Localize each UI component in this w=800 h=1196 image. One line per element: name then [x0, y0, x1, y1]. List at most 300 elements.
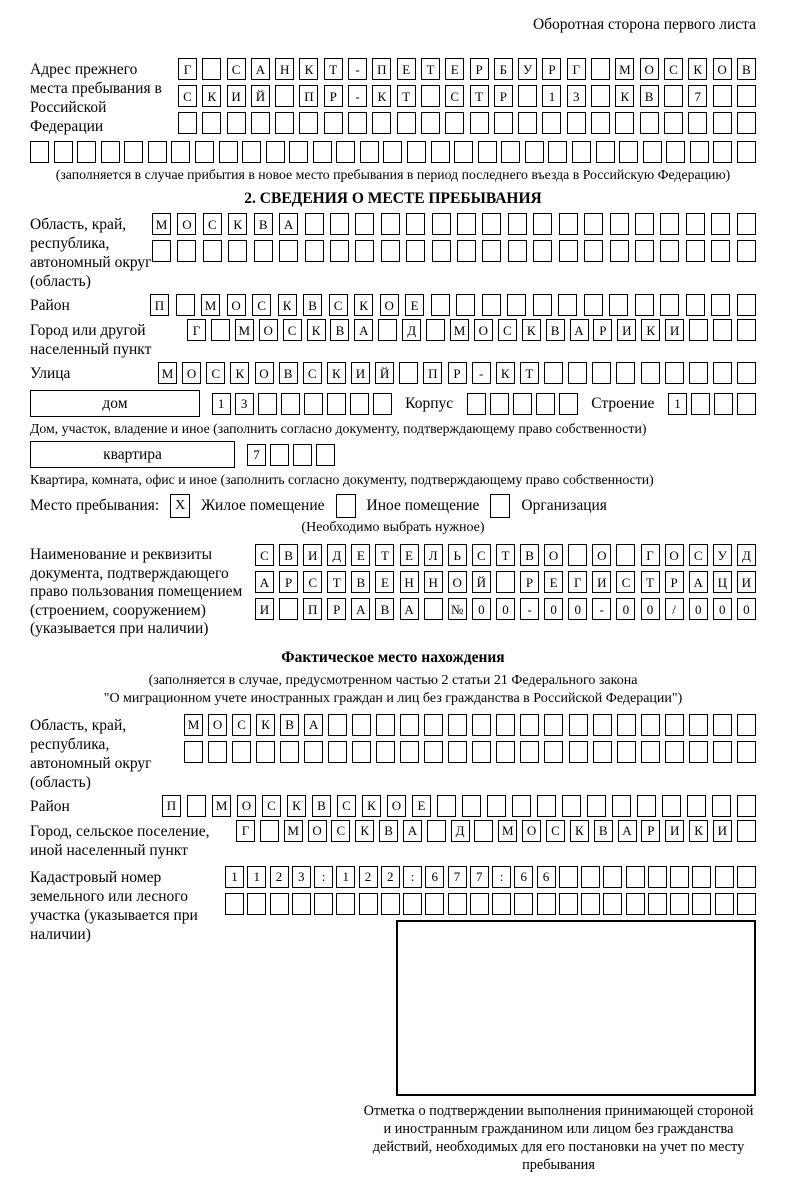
char-box[interactable]: [559, 866, 578, 888]
char-box[interactable]: [281, 393, 300, 415]
char-box[interactable]: Е: [397, 58, 416, 80]
char-box[interactable]: [737, 820, 756, 842]
char-box[interactable]: [425, 893, 444, 915]
char-box[interactable]: У: [713, 544, 732, 566]
char-box[interactable]: [482, 240, 501, 262]
char-box[interactable]: [559, 213, 578, 235]
char-box[interactable]: [227, 112, 246, 134]
char-box[interactable]: [737, 213, 756, 235]
char-box[interactable]: 7: [247, 444, 266, 466]
char-box[interactable]: И: [303, 544, 322, 566]
char-box[interactable]: Н: [400, 571, 419, 593]
char-box[interactable]: Р: [324, 85, 343, 107]
char-box[interactable]: Р: [470, 58, 489, 80]
char-box[interactable]: [616, 362, 635, 384]
char-box[interactable]: [737, 112, 756, 134]
char-box[interactable]: А: [618, 820, 637, 842]
char-box[interactable]: [254, 240, 273, 262]
char-box[interactable]: [537, 795, 556, 817]
char-box[interactable]: [432, 240, 451, 262]
char-box[interactable]: Й: [375, 362, 394, 384]
char-box[interactable]: И: [713, 820, 732, 842]
char-box[interactable]: В: [546, 319, 565, 341]
char-box[interactable]: К: [278, 294, 297, 316]
char-box[interactable]: Е: [445, 58, 464, 80]
char-box[interactable]: [426, 319, 445, 341]
char-box[interactable]: В: [279, 362, 298, 384]
char-box[interactable]: 1: [542, 85, 561, 107]
char-box[interactable]: [293, 444, 312, 466]
char-box[interactable]: [635, 294, 654, 316]
char-box[interactable]: П: [303, 598, 322, 620]
char-box[interactable]: К: [202, 85, 221, 107]
char-box[interactable]: [713, 741, 732, 763]
char-box[interactable]: [421, 85, 440, 107]
char-box[interactable]: [670, 893, 689, 915]
char-box[interactable]: [559, 393, 578, 415]
char-box[interactable]: Н: [424, 571, 443, 593]
char-box[interactable]: [518, 85, 537, 107]
char-box[interactable]: 6: [537, 866, 556, 888]
char-box[interactable]: [424, 741, 443, 763]
char-box[interactable]: [152, 240, 171, 262]
char-box[interactable]: [691, 393, 710, 415]
char-box[interactable]: Р: [448, 362, 467, 384]
char-box[interactable]: [424, 714, 443, 736]
char-box[interactable]: Г: [187, 319, 206, 341]
char-box[interactable]: [445, 112, 464, 134]
char-box[interactable]: О: [544, 544, 563, 566]
char-box[interactable]: [640, 112, 659, 134]
char-box[interactable]: Е: [400, 544, 419, 566]
char-box[interactable]: [305, 213, 324, 235]
char-box[interactable]: [688, 112, 707, 134]
char-box[interactable]: 1: [225, 866, 244, 888]
char-box[interactable]: М: [615, 58, 634, 80]
char-box[interactable]: В: [737, 58, 756, 80]
char-box[interactable]: [299, 112, 318, 134]
char-box[interactable]: [378, 319, 397, 341]
char-box[interactable]: [641, 714, 660, 736]
char-box[interactable]: К: [307, 319, 326, 341]
char-box[interactable]: [713, 112, 732, 134]
stay-type-checkbox-other[interactable]: [336, 494, 356, 518]
char-box[interactable]: С: [664, 58, 683, 80]
char-box[interactable]: [713, 85, 732, 107]
char-box[interactable]: [592, 362, 611, 384]
char-box[interactable]: [211, 319, 230, 341]
char-box[interactable]: [648, 866, 667, 888]
char-box[interactable]: [544, 362, 563, 384]
char-box[interactable]: 7: [448, 866, 467, 888]
char-box[interactable]: [203, 240, 222, 262]
char-box[interactable]: [660, 240, 679, 262]
char-box[interactable]: К: [522, 319, 541, 341]
char-box[interactable]: А: [255, 571, 274, 593]
char-box[interactable]: [737, 893, 756, 915]
char-box[interactable]: В: [303, 294, 322, 316]
char-box[interactable]: С: [498, 319, 517, 341]
char-box[interactable]: Р: [641, 820, 660, 842]
char-box[interactable]: [487, 795, 506, 817]
char-box[interactable]: [686, 240, 705, 262]
char-box[interactable]: [533, 213, 552, 235]
char-box[interactable]: [304, 741, 323, 763]
char-box[interactable]: И: [737, 571, 756, 593]
char-box[interactable]: [348, 112, 367, 134]
char-box[interactable]: [635, 240, 654, 262]
char-box[interactable]: О: [380, 294, 399, 316]
char-box[interactable]: [666, 141, 685, 163]
char-box[interactable]: И: [665, 820, 684, 842]
char-box[interactable]: [617, 714, 636, 736]
char-box[interactable]: [648, 893, 667, 915]
char-box[interactable]: [501, 141, 520, 163]
char-box[interactable]: [381, 240, 400, 262]
char-box[interactable]: Е: [351, 544, 370, 566]
char-box[interactable]: К: [299, 58, 318, 80]
char-box[interactable]: [242, 141, 261, 163]
char-box[interactable]: [360, 141, 379, 163]
char-box[interactable]: [558, 294, 577, 316]
char-box[interactable]: О: [665, 544, 684, 566]
char-box[interactable]: Р: [327, 598, 346, 620]
char-box[interactable]: К: [641, 319, 660, 341]
char-box[interactable]: [470, 112, 489, 134]
char-box[interactable]: К: [355, 820, 374, 842]
char-box[interactable]: [665, 362, 684, 384]
char-box[interactable]: В: [330, 319, 349, 341]
char-box[interactable]: -: [348, 58, 367, 80]
char-box[interactable]: [247, 893, 266, 915]
char-box[interactable]: Д: [451, 820, 470, 842]
char-box[interactable]: Р: [520, 571, 539, 593]
char-box[interactable]: М: [450, 319, 469, 341]
char-box[interactable]: О: [713, 58, 732, 80]
char-box[interactable]: О: [387, 795, 406, 817]
stay-type-checkbox-residential[interactable]: X: [170, 494, 190, 518]
char-box[interactable]: [714, 393, 733, 415]
char-box[interactable]: [737, 795, 756, 817]
char-box[interactable]: [737, 294, 756, 316]
char-box[interactable]: [518, 112, 537, 134]
char-box[interactable]: [148, 141, 167, 163]
char-box[interactable]: С: [472, 544, 491, 566]
char-box[interactable]: В: [280, 714, 299, 736]
char-box[interactable]: О: [474, 319, 493, 341]
char-box[interactable]: 3: [235, 393, 254, 415]
char-box[interactable]: [437, 795, 456, 817]
char-box[interactable]: Т: [641, 571, 660, 593]
char-box[interactable]: [537, 893, 556, 915]
char-box[interactable]: [305, 240, 324, 262]
char-box[interactable]: [330, 240, 349, 262]
char-box[interactable]: [431, 141, 450, 163]
char-box[interactable]: [457, 240, 476, 262]
char-box[interactable]: Б: [494, 58, 513, 80]
char-box[interactable]: [711, 213, 730, 235]
char-box[interactable]: [567, 112, 586, 134]
char-box[interactable]: [626, 893, 645, 915]
char-box[interactable]: [352, 741, 371, 763]
char-box[interactable]: К: [496, 362, 515, 384]
char-box[interactable]: 0: [496, 598, 515, 620]
char-box[interactable]: [713, 714, 732, 736]
char-box[interactable]: М: [152, 213, 171, 235]
char-box[interactable]: [616, 544, 635, 566]
char-box[interactable]: [400, 714, 419, 736]
char-box[interactable]: [544, 741, 563, 763]
char-box[interactable]: [737, 866, 756, 888]
char-box[interactable]: Р: [593, 319, 612, 341]
char-box[interactable]: О: [182, 362, 201, 384]
char-box[interactable]: [462, 795, 481, 817]
char-box[interactable]: О: [255, 362, 274, 384]
char-box[interactable]: [617, 741, 636, 763]
char-box[interactable]: [314, 893, 333, 915]
char-box[interactable]: С: [546, 820, 565, 842]
char-box[interactable]: Д: [327, 544, 346, 566]
char-box[interactable]: [660, 294, 679, 316]
char-box[interactable]: П: [423, 362, 442, 384]
char-box[interactable]: К: [256, 714, 275, 736]
char-box[interactable]: [456, 294, 475, 316]
char-box[interactable]: [472, 741, 491, 763]
char-box[interactable]: [712, 795, 731, 817]
char-box[interactable]: [400, 741, 419, 763]
char-box[interactable]: В: [594, 820, 613, 842]
char-box[interactable]: [568, 362, 587, 384]
char-box[interactable]: [424, 598, 443, 620]
char-box[interactable]: С: [262, 795, 281, 817]
char-box[interactable]: [292, 893, 311, 915]
char-box[interactable]: [711, 294, 730, 316]
char-box[interactable]: О: [237, 795, 256, 817]
char-box[interactable]: 0: [713, 598, 732, 620]
char-box[interactable]: [692, 893, 711, 915]
char-box[interactable]: [77, 141, 96, 163]
char-box[interactable]: [54, 141, 73, 163]
char-box[interactable]: Т: [470, 85, 489, 107]
char-box[interactable]: [376, 741, 395, 763]
char-box[interactable]: [584, 294, 603, 316]
char-box[interactable]: А: [279, 213, 298, 235]
char-box[interactable]: [626, 866, 645, 888]
char-box[interactable]: Т: [327, 571, 346, 593]
char-box[interactable]: [328, 714, 347, 736]
char-box[interactable]: И: [617, 319, 636, 341]
char-box[interactable]: [665, 714, 684, 736]
char-box[interactable]: [615, 112, 634, 134]
char-box[interactable]: 7: [470, 866, 489, 888]
char-box[interactable]: [454, 141, 473, 163]
char-box[interactable]: В: [379, 820, 398, 842]
char-box[interactable]: №: [448, 598, 467, 620]
char-box[interactable]: [610, 240, 629, 262]
char-box[interactable]: И: [665, 319, 684, 341]
char-box[interactable]: С: [337, 795, 356, 817]
char-box[interactable]: [448, 741, 467, 763]
char-box[interactable]: [569, 714, 588, 736]
char-box[interactable]: А: [354, 319, 373, 341]
char-box[interactable]: 0: [472, 598, 491, 620]
char-box[interactable]: [472, 714, 491, 736]
char-box[interactable]: [520, 714, 539, 736]
char-box[interactable]: И: [351, 362, 370, 384]
char-box[interactable]: О: [208, 714, 227, 736]
char-box[interactable]: 2: [270, 866, 289, 888]
char-box[interactable]: К: [287, 795, 306, 817]
char-box[interactable]: Р: [494, 85, 513, 107]
char-box[interactable]: А: [304, 714, 323, 736]
char-box[interactable]: [689, 362, 708, 384]
char-box[interactable]: [448, 893, 467, 915]
char-box[interactable]: [715, 893, 734, 915]
char-box[interactable]: О: [448, 571, 467, 593]
char-box[interactable]: [715, 866, 734, 888]
char-box[interactable]: [603, 866, 622, 888]
char-box[interactable]: Л: [424, 544, 443, 566]
char-box[interactable]: [513, 393, 532, 415]
char-box[interactable]: К: [570, 820, 589, 842]
char-box[interactable]: [612, 795, 631, 817]
char-box[interactable]: [593, 741, 612, 763]
char-box[interactable]: Й: [251, 85, 270, 107]
char-box[interactable]: [619, 141, 638, 163]
char-box[interactable]: О: [177, 213, 196, 235]
char-box[interactable]: [457, 213, 476, 235]
char-box[interactable]: [687, 795, 706, 817]
char-box[interactable]: [176, 294, 195, 316]
char-box[interactable]: С: [445, 85, 464, 107]
char-box[interactable]: [737, 741, 756, 763]
stay-type-checkbox-organization[interactable]: [490, 494, 510, 518]
char-box[interactable]: [635, 213, 654, 235]
char-box[interactable]: Д: [402, 319, 421, 341]
char-box[interactable]: [520, 741, 539, 763]
char-box[interactable]: В: [312, 795, 331, 817]
char-box[interactable]: 0: [641, 598, 660, 620]
char-box[interactable]: [225, 893, 244, 915]
char-box[interactable]: Р: [665, 571, 684, 593]
confirmation-stamp-box[interactable]: [396, 920, 756, 1096]
char-box[interactable]: [660, 213, 679, 235]
char-box[interactable]: О: [522, 820, 541, 842]
char-box[interactable]: Е: [412, 795, 431, 817]
char-box[interactable]: С: [252, 294, 271, 316]
char-box[interactable]: П: [150, 294, 169, 316]
char-box[interactable]: [512, 795, 531, 817]
char-box[interactable]: [470, 893, 489, 915]
char-box[interactable]: М: [498, 820, 517, 842]
char-box[interactable]: [313, 141, 332, 163]
char-box[interactable]: [478, 141, 497, 163]
char-box[interactable]: [737, 85, 756, 107]
char-box[interactable]: [376, 714, 395, 736]
char-box[interactable]: [665, 741, 684, 763]
char-box[interactable]: С: [232, 714, 251, 736]
char-box[interactable]: [407, 141, 426, 163]
char-box[interactable]: [219, 141, 238, 163]
char-box[interactable]: [448, 714, 467, 736]
char-box[interactable]: [692, 866, 711, 888]
char-box[interactable]: Е: [405, 294, 424, 316]
char-box[interactable]: Т: [397, 85, 416, 107]
char-box[interactable]: [336, 141, 355, 163]
char-box[interactable]: П: [372, 58, 391, 80]
char-box[interactable]: [596, 141, 615, 163]
char-box[interactable]: [202, 112, 221, 134]
char-box[interactable]: 2: [381, 866, 400, 888]
char-box[interactable]: В: [279, 544, 298, 566]
char-box[interactable]: [572, 141, 591, 163]
char-box[interactable]: Г: [568, 571, 587, 593]
char-box[interactable]: [584, 213, 603, 235]
char-box[interactable]: С: [689, 544, 708, 566]
char-box[interactable]: 7: [688, 85, 707, 107]
char-box[interactable]: А: [403, 820, 422, 842]
char-box[interactable]: [403, 893, 422, 915]
char-box[interactable]: [474, 820, 493, 842]
char-box[interactable]: [270, 444, 289, 466]
char-box[interactable]: [490, 393, 509, 415]
char-box[interactable]: Р: [279, 571, 298, 593]
char-box[interactable]: [689, 319, 708, 341]
char-box[interactable]: Ь: [448, 544, 467, 566]
char-box[interactable]: У: [518, 58, 537, 80]
char-box[interactable]: [202, 58, 221, 80]
char-box[interactable]: [494, 112, 513, 134]
char-box[interactable]: [232, 741, 251, 763]
char-box[interactable]: [381, 893, 400, 915]
char-box[interactable]: [316, 444, 335, 466]
char-box[interactable]: К: [327, 362, 346, 384]
char-box[interactable]: К: [372, 85, 391, 107]
char-box[interactable]: [372, 112, 391, 134]
char-box[interactable]: С: [203, 213, 222, 235]
char-box[interactable]: [275, 112, 294, 134]
char-box[interactable]: [587, 795, 606, 817]
char-box[interactable]: Е: [544, 571, 563, 593]
char-box[interactable]: [637, 795, 656, 817]
char-box[interactable]: [533, 294, 552, 316]
char-box[interactable]: И: [255, 598, 274, 620]
char-box[interactable]: К: [615, 85, 634, 107]
char-box[interactable]: [496, 571, 515, 593]
char-box[interactable]: [603, 893, 622, 915]
char-box[interactable]: [610, 213, 629, 235]
char-box[interactable]: [355, 240, 374, 262]
char-box[interactable]: [641, 362, 660, 384]
char-box[interactable]: [381, 213, 400, 235]
char-box[interactable]: [593, 714, 612, 736]
char-box[interactable]: [208, 741, 227, 763]
char-box[interactable]: К: [230, 362, 249, 384]
char-box[interactable]: О: [227, 294, 246, 316]
char-box[interactable]: [591, 85, 610, 107]
char-box[interactable]: [260, 820, 279, 842]
char-box[interactable]: И: [227, 85, 246, 107]
char-box[interactable]: А: [689, 571, 708, 593]
char-box[interactable]: 3: [292, 866, 311, 888]
char-box[interactable]: А: [351, 598, 370, 620]
char-box[interactable]: Г: [178, 58, 197, 80]
char-box[interactable]: [492, 893, 511, 915]
char-box[interactable]: [275, 85, 294, 107]
char-box[interactable]: Г: [641, 544, 660, 566]
char-box[interactable]: [711, 240, 730, 262]
char-box[interactable]: К: [228, 213, 247, 235]
